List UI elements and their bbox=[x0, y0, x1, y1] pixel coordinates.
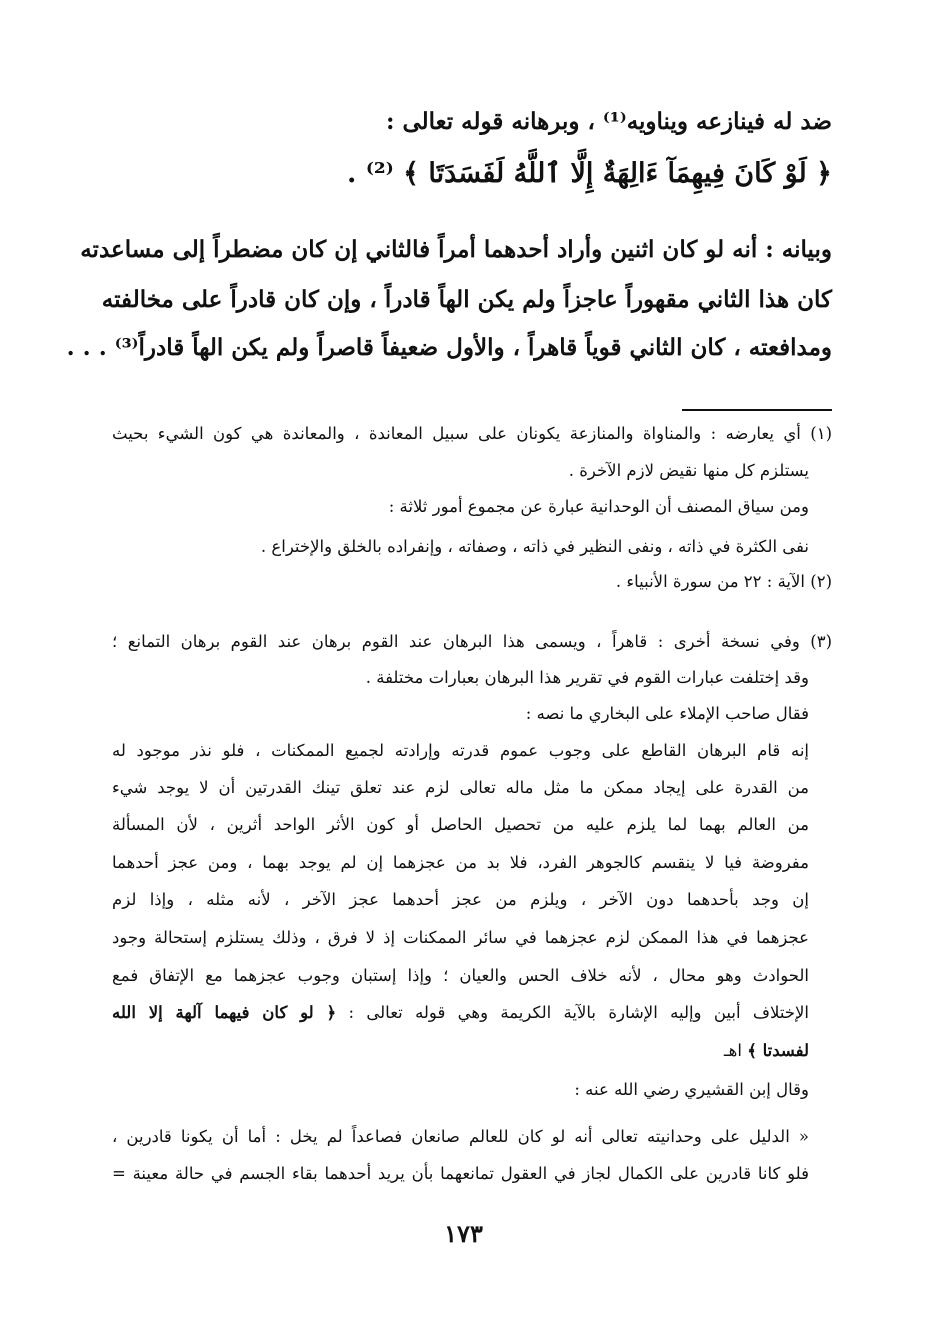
main-text-paragraph-line-2: كان هذا الثاني مقهوراً عاجزاً ولم يكن الهاً قادراً ، وإن كان قادراً على مخالفته bbox=[101, 286, 832, 313]
footnote-1-line-4: نفى الكثرة في ذاته ، ونفى النظير في ذاته ، وصفاته ، وإنفراده بالخلق والإختراع . bbox=[260, 537, 809, 556]
main-text-line-1: ضد له فينازعه ويناويه⁽¹⁾ ، وبرهانه قوله تعالى : bbox=[385, 108, 832, 135]
footnote-3-inline-verse-start: ﴿ لو كان فيهما آلهة إلا الله bbox=[112, 1003, 337, 1022]
footnote-2-line-1: (٢) الآية : ٢٢ من سورة الأنبياء . bbox=[615, 572, 832, 591]
footnote-3-line-2: وقد إختلفت عبارات القوم في تقرير هذا البرهان بعبارات مختلفة . bbox=[365, 668, 809, 687]
footnote-3-line-7: مفروضة فيا لا ينقسم كالجوهر الفرد، فلا بد من عجزهما إن لم يوجد بهما ، ومن عجز أحدهما bbox=[112, 853, 809, 872]
quranic-verse: ﴿ لَوْ كَانَ فِيهِمَآ ءَالِهَةٌ إِلَّا ٱللَّهُ لَفَسَدَتَا ﴾ ⁽²⁾ . bbox=[347, 158, 832, 189]
main-text-paragraph-line-1: وبيانه : أنه لو كان اثنين وأراد أحدهما أمراً فالثاني إن كان مضطراً إلى مساعدته bbox=[80, 236, 832, 263]
footnote-separator bbox=[682, 409, 832, 411]
footnote-3-line-4: إنه قام البرهان القاطع على وجوب عموم قدرته وإرادته لجميع الممكنات ، فلو نذر موجود له bbox=[112, 741, 809, 760]
footnote-3-line-6: من العالم بهما لما يلزم عليه من تحصيل الحاصل أو كون الأثر الواحد أثرين ، لأن المسألة bbox=[112, 815, 809, 834]
footnote-3-line-13: وقال إبن القشيري رضي الله عنه : bbox=[574, 1080, 809, 1099]
footnote-3-line-12 bbox=[724, 1041, 809, 1060]
footnote-3-line-9: عجزهما في هذا الممكن لزم عجزهما في سائر الممكنات إذ لا فرق ، وذلك يستلزم إستحالة وجود bbox=[112, 928, 809, 947]
footnote-3-line-12-text: اهـ bbox=[723, 1041, 742, 1060]
footnote-3-line-3: فقال صاحب الإملاء على البخاري ما نصه : bbox=[525, 704, 809, 723]
page-number: ١٧٣ bbox=[444, 1219, 483, 1248]
footnote-1-line-2: يستلزم كل منها نقيض لازم الآخرة . bbox=[568, 461, 809, 480]
footnote-3-line-5: من القدرة على إيجاد ممكن ما مثل ماله تعالى لزم عند تعلق تينك القدرتين أن لا يوجد شيء bbox=[112, 778, 809, 797]
footnote-3-line-10: الحوادث وهو محال ، لأنه خلاف الحس والعيان ؛ وإذا إستبان وجوب عجزهما مع الإتفاق فمع bbox=[112, 966, 809, 985]
footnote-3-line-11 bbox=[112, 1003, 809, 1022]
footnote-3-line-8: إن وجد بأحدهما دون الآخر ، ويلزم من عجز أحدهما عجز الآخر ، لأنه مثله ، وإذا لزم bbox=[112, 890, 809, 909]
footnote-1-line-1: (١) أي يعارضه : والمناواة والمنازعة يكونان على سبيل المعاندة ، والمعاندة هي كون الشيء بحيث bbox=[112, 424, 832, 443]
footnote-3-inline-verse-end: لفسدتا ﴾ bbox=[747, 1041, 809, 1060]
footnote-3-line-15: فلو كانا قادرين على الكمال لجاز في العقول تمانعهما بأن يريد أحدهما بقاء الجسم في حالة معينة = bbox=[112, 1164, 809, 1183]
footnote-1-line-3: ومن سياق المصنف أن الوحدانية عبارة عن مجموع أمور ثلاثة : bbox=[388, 497, 809, 516]
main-text-paragraph-line-3: ومدافعته ، كان الثاني قوياً قاهراً ، والأول ضعيفاً قاصراً ولم يكن الهاً قادراً⁽³⁾ . . . bbox=[66, 334, 832, 361]
footnote-3-line-14: « الدليل على وحدانيته تعالى أنه لو كان للعالم صانعان فصاعداً لم يخل : أما أن يكونا قادرين ، bbox=[112, 1127, 809, 1146]
footnote-3-line-1: (٣) وفي نسخة أخرى : قاهراً ، ويسمى هذا البرهان عند القوم برهان عند القوم برهان التمانع ؛ bbox=[112, 632, 832, 651]
footnote-3-line-11-text: الإختلاف أبين وإليه الإشارة بالآية الكريمة وهي قوله تعالى : bbox=[348, 1003, 809, 1022]
